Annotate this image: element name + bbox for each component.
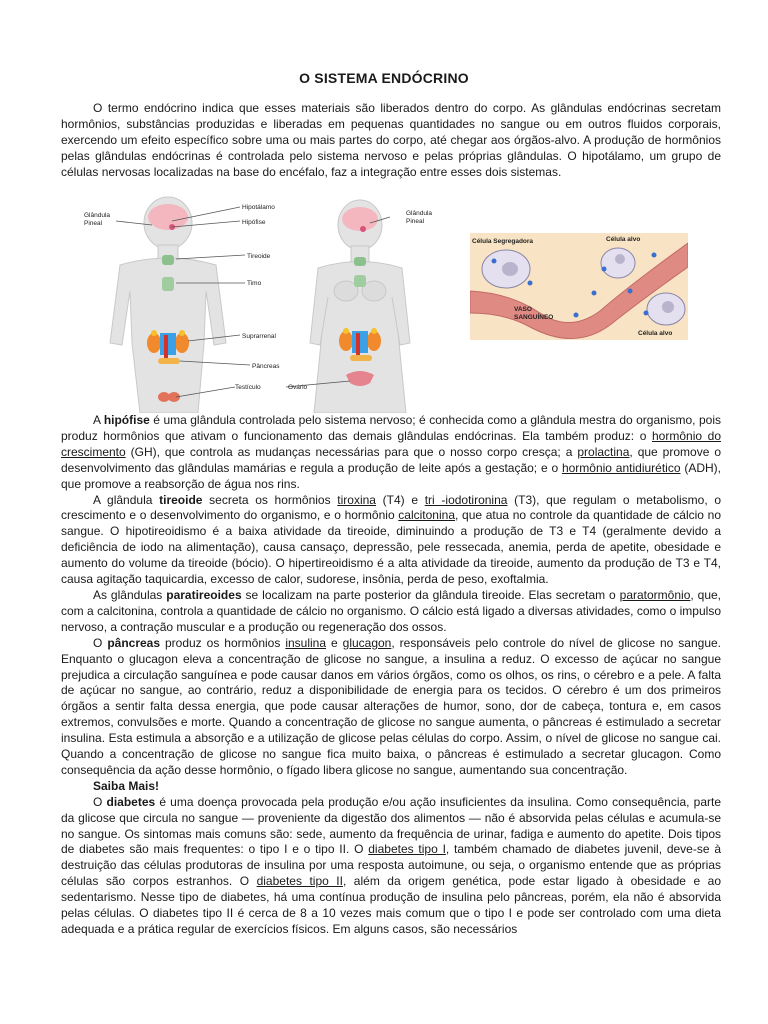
text-run: As glândulas <box>93 587 167 602</box>
paratireoides-paragraph <box>61 588 721 636</box>
text-run: O <box>93 794 107 809</box>
text-run: , que, com a calcitonina, controla a quantidade de cálcio no organismo. O cálcio está ligado a diversas atividades, como o impulso nervoso, a contração muscular e a produção ou regeneração dos ossos. <box>61 587 721 634</box>
label-suprarrenal: Suprarrenal <box>242 333 276 340</box>
label-glandula-pineal-right-2: Pineal <box>406 218 425 225</box>
term-diabetes: diabetes <box>106 794 156 809</box>
label-tireoide: Tireoide <box>247 253 271 260</box>
female-pancreas-gland <box>350 355 372 361</box>
label-celula-alvo-bottom: Célula alvo <box>638 330 673 337</box>
text-run: A glândula <box>93 492 160 507</box>
label-hipotalamo: Hipotálamo <box>242 204 275 211</box>
text-run: é uma glândula controlada pelo sistema nervoso; é conhecida como a glândula mestra do organismo, pois produz hormônios que ativam o funcionamento das demais glândulas endócrinas. Ela também produz: o <box>61 413 721 443</box>
endocrine-anatomy-figure <box>80 193 450 413</box>
text-run: , além da origem genética, pode estar ligado à obesidade e ao sedentarismo. Nesse tipo de diabetes, há uma contínua produção de insulina pelo pâncreas, porém, ela não é absorvida pelas células. O diabetes tipo II é cerca de 8 a 10 vezes mais comum que o tipo I e pode ser controlado com uma dieta adequada e a prática regular de exercícios físicos. Em alguns casos, são necessários <box>61 874 721 936</box>
text-run: e <box>326 635 343 650</box>
female-thymus-gland <box>354 275 366 287</box>
label-hipofise: Hipófise <box>242 219 266 226</box>
female-thyroid-gland <box>354 257 366 266</box>
term-insulina: insulina <box>285 635 327 650</box>
term-hipofise: hipófise <box>103 413 150 427</box>
body-section <box>61 413 721 938</box>
hormone-transport-figure <box>470 233 688 340</box>
hipofise-paragraph <box>61 413 721 493</box>
male-thyroid-gland <box>162 255 174 265</box>
label-glandula-pineal-right-1: Glândula <box>406 210 433 217</box>
term-pancreas: pâncreas <box>107 635 161 650</box>
text-run: A <box>93 413 104 427</box>
text-run: O <box>93 635 108 650</box>
term-hormonio-crescimento: hormônio do crescimento <box>61 428 721 459</box>
target-cell-top <box>601 248 635 278</box>
intro-paragraph: O termo endócrino indica que esses materiais são liberados dentro do corpo. As glândulas endócrinas secretam hormônios, substâncias produzidas e liberadas em pequenas quantidades no sangue ou em outros fluidos corporais, exercendo um efeito específico sobre uma ou mais partes do corpo, até chegar aos órgãos-alvo. A produção de hormônios pelas glândulas endócrinas é controlada pelo sistema nervoso e pelas próprias glândulas. O hipotálamo, um grupo de células nervosas localizadas na base do encéfalo, faz a integração entre esses dois sistemas. <box>61 101 721 179</box>
text-run: (GH), que controla as mudanças necessárias para que o nosso corpo cresça; a <box>125 444 578 459</box>
term-tireoide: tireoide <box>159 492 203 507</box>
text-run: , responsáveis pelo controle do nível de glicose no sangue. Enquanto o glucagon eleva a concentração de glicose no sangue, a insulina a reduz. O excesso de açúcar no sangue prejudica a circulação sanguínea e pode causar danos em vários órgãos, como os olhos, os rins, o cérebro e a pele. A falta de açúcar no sangue, ao contrário, reduz a disponibilidade de energia para os tecidos. O cérebro é um dos primeiros órgãos a sentir falta dessa energia, que pode causar alterações de humor, sono, dor de cabeça, tontura e, em casos extremos, convulsões e morte. Quando a concentração de glicose no sangue aumenta, o pâncreas é estimulado a secretar insulina. Esta estimula a absorção e a utilização de glicose pelas células do corpo. Assim, o nível de glicose no sangue cai. Quando a concentração de glicose no sangue fica muito baixa, o pâncreas é estimulado a secretar glucagon. Como consequência da ação desse hormônio, o fígado libera glicose no sangue, aumentando sua concentração. <box>61 635 721 777</box>
text-run: se localizam na parte posterior da glândula tireoide. Elas secretam o <box>241 587 620 602</box>
label-timo: Timo <box>247 280 262 287</box>
text-run: (T3), que regulam o metabolismo, o crescimento e o desenvolvimento do organismo, e o hormônio <box>61 492 722 523</box>
female-brain-highlight <box>342 207 378 231</box>
page-title: O SISTEMA ENDÓCRINO <box>299 70 469 86</box>
intro-section <box>61 101 721 181</box>
text-run: é uma doença provocada pela produção e/ou ação insuficientes da insulina. Como consequência, parte da glicose que circula no sangue — proveniente da digestão dos alimentos — não é absorvida pelas células e acumula-se no sangue. Os sintomas mais comuns são: sede, aumento da frequência de urinar, fadiga e aumento do apetite. Dois tipos de diabetes são mais frequentes: o tipo I e o tipo II. O <box>61 794 722 857</box>
text-run: , também chamado de diabetes juvenil, deve-se à destruição das células produtoras de insulina por uma resposta autoimune, ou seja, o organismo entende que as próprias células são corpos estranhos. O <box>61 842 721 889</box>
label-glandula-pineal-left-1: Glândula <box>84 212 111 219</box>
term-glucagon: glucagon <box>342 635 392 650</box>
label-celula-alvo-top: Célula alvo <box>606 236 641 243</box>
text-run: , que atua no controle da quantidade de cálcio no sangue. O hipotireoidismo é a baixa atividade da tireoide, diminuindo a produção de T3 e T4 (geralmente devido a deficiência de iodo na alimentação), causa cansaço, depressão, pele ressecada, anemia, perda de apetite, obesidade e aumento do volume da tireoide (bócio). O hipertireoidismo é a alta atividade da tireoide, aumento da produção de T3 e T4, causa agitação taquicardia, excesso de calor, sudorese, insônia, perda de peso, exoftalmia. <box>61 508 721 587</box>
pancreas-paragraph <box>61 636 721 779</box>
text-run: secreta os hormônios <box>202 492 338 507</box>
secreting-cell <box>482 250 530 288</box>
label-ovario: Ovário <box>288 384 308 391</box>
saiba-mais-heading: Saiba Mais! <box>93 778 160 793</box>
label-sanguineo: SANGUÍNEO <box>514 314 554 321</box>
term-hormonio-antidiuretico: hormônio antidiurético <box>561 460 681 475</box>
target-cell-bottom <box>647 293 685 325</box>
female-pituitary-gland <box>360 226 366 232</box>
diabetes-paragraph <box>61 795 721 938</box>
term-triiodotironina: tri -iodotironina <box>424 492 508 507</box>
label-pancreas: Pâncreas <box>252 363 280 370</box>
term-calcitonina: calcitonina <box>398 508 455 523</box>
term-diabetes-tipo-ii: diabetes tipo II <box>256 874 343 889</box>
text-run: (ADH), que promove a reabsorção de água nos rins. <box>61 460 721 491</box>
text-run: (T4) e <box>375 492 425 507</box>
term-paratormonio: paratormônio <box>619 587 691 602</box>
label-testiculo: Testículo <box>235 384 261 391</box>
label-celula-segregadora: Célula Segregadora <box>472 238 534 245</box>
label-vaso: VASO <box>514 306 532 313</box>
text-run: produz os hormônios <box>160 635 286 650</box>
male-thymus-gland <box>162 277 174 291</box>
text-run: , que promove o desenvolvimento das glândulas mamárias e regula a produção de leite após a gestação; e o <box>61 444 722 475</box>
male-pancreas-gland <box>158 358 180 364</box>
term-prolactina: prolactina <box>577 444 630 459</box>
tireoide-paragraph <box>61 493 721 588</box>
label-glandula-pineal-left-2: Pineal <box>84 220 103 227</box>
term-tiroxina: tiroxina <box>337 492 376 507</box>
term-diabetes-tipo-i: diabetes tipo I <box>368 842 446 857</box>
term-paratireoides: paratireoides <box>166 587 242 602</box>
